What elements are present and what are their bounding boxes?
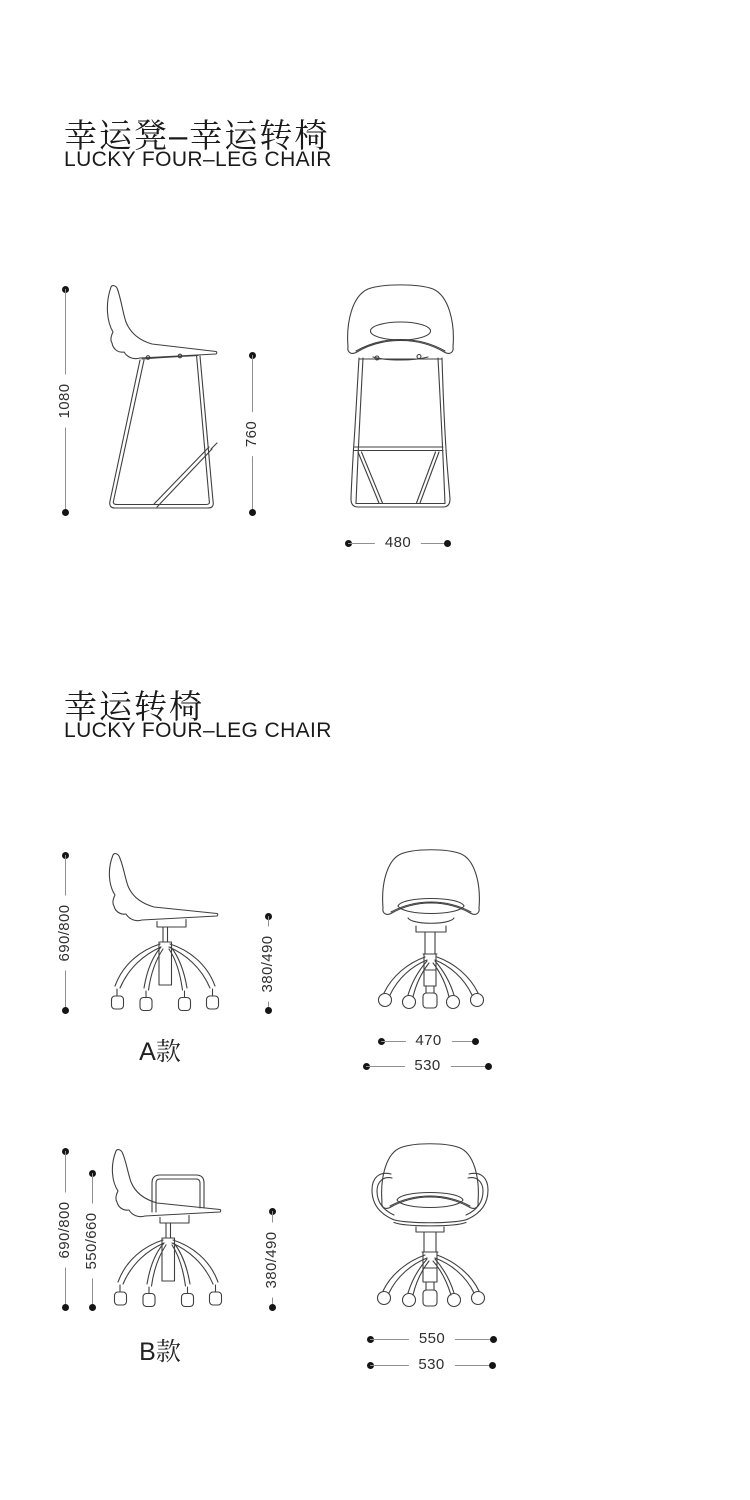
- stool-overall-height-dimension: [55, 286, 73, 516]
- chair-a-seat-width-dimension: [378, 1031, 479, 1049]
- dim-value: 380/490: [260, 926, 277, 1001]
- dim-endpoint-dot: [89, 1304, 96, 1311]
- chair-b-front-view-drawing: [366, 1140, 498, 1312]
- dim-value: 1080: [57, 375, 74, 428]
- dim-value: 530: [408, 1357, 454, 1374]
- chair-a-overall-height-dimension: [55, 852, 73, 1014]
- dim-endpoint-dot: [249, 509, 256, 516]
- dim-endpoint-dot: [490, 1336, 497, 1343]
- barstool-section-title-zh: 幸运凳–幸运转椅: [64, 117, 330, 154]
- barstool-section-title-en: LUCKY FOUR–LEG CHAIR: [64, 148, 332, 171]
- stool-seat-height-dimension: [242, 352, 260, 516]
- swivel-section-title-zh: 幸运转椅: [64, 688, 204, 725]
- chair-a-front-view-drawing: [372, 846, 494, 1014]
- swivel-section-title-en: LUCKY FOUR–LEG CHAIR: [64, 719, 332, 742]
- dim-endpoint-dot: [265, 1007, 272, 1014]
- dim-endpoint-dot: [472, 1038, 479, 1045]
- dim-endpoint-dot: [269, 1304, 276, 1311]
- dim-endpoint-dot: [62, 509, 69, 516]
- chair-b-seat-width-dimension: [367, 1329, 497, 1347]
- stool-front-view-drawing: [343, 281, 458, 521]
- dim-value: 530: [404, 1058, 450, 1075]
- dim-value: 690/800: [57, 1192, 74, 1267]
- chair-a-base-width-dimension: [363, 1056, 492, 1074]
- dim-endpoint-dot: [62, 1304, 69, 1311]
- dim-endpoint-dot: [489, 1362, 496, 1369]
- stool-width-dimension: [345, 533, 451, 551]
- dim-value: 550/660: [84, 1203, 101, 1278]
- chair-b-seat-height-dimension: [262, 1208, 280, 1311]
- dim-value: 690/800: [57, 895, 74, 970]
- dim-endpoint-dot: [485, 1063, 492, 1070]
- chair-b-overall-height-dimension: [55, 1148, 73, 1311]
- chair-a-label: A款: [139, 1038, 181, 1066]
- dim-value: 380/490: [264, 1222, 281, 1297]
- dim-value: 550: [409, 1331, 455, 1348]
- chair-b-armrest-height-dimension: [82, 1170, 100, 1311]
- dim-value: 480: [375, 535, 421, 552]
- chair-b-label: B款: [139, 1338, 181, 1366]
- chair-b-side-view-drawing: [106, 1146, 234, 1316]
- chair-a-side-view-drawing: [103, 850, 228, 1015]
- dim-value: 760: [244, 412, 261, 456]
- dim-endpoint-dot: [62, 1007, 69, 1014]
- chair-a-seat-height-dimension: [258, 913, 276, 1014]
- chair-b-base-width-dimension: [367, 1355, 496, 1373]
- dim-endpoint-dot: [444, 540, 451, 547]
- stool-side-view-drawing: [100, 282, 225, 514]
- dim-value: 470: [405, 1033, 451, 1050]
